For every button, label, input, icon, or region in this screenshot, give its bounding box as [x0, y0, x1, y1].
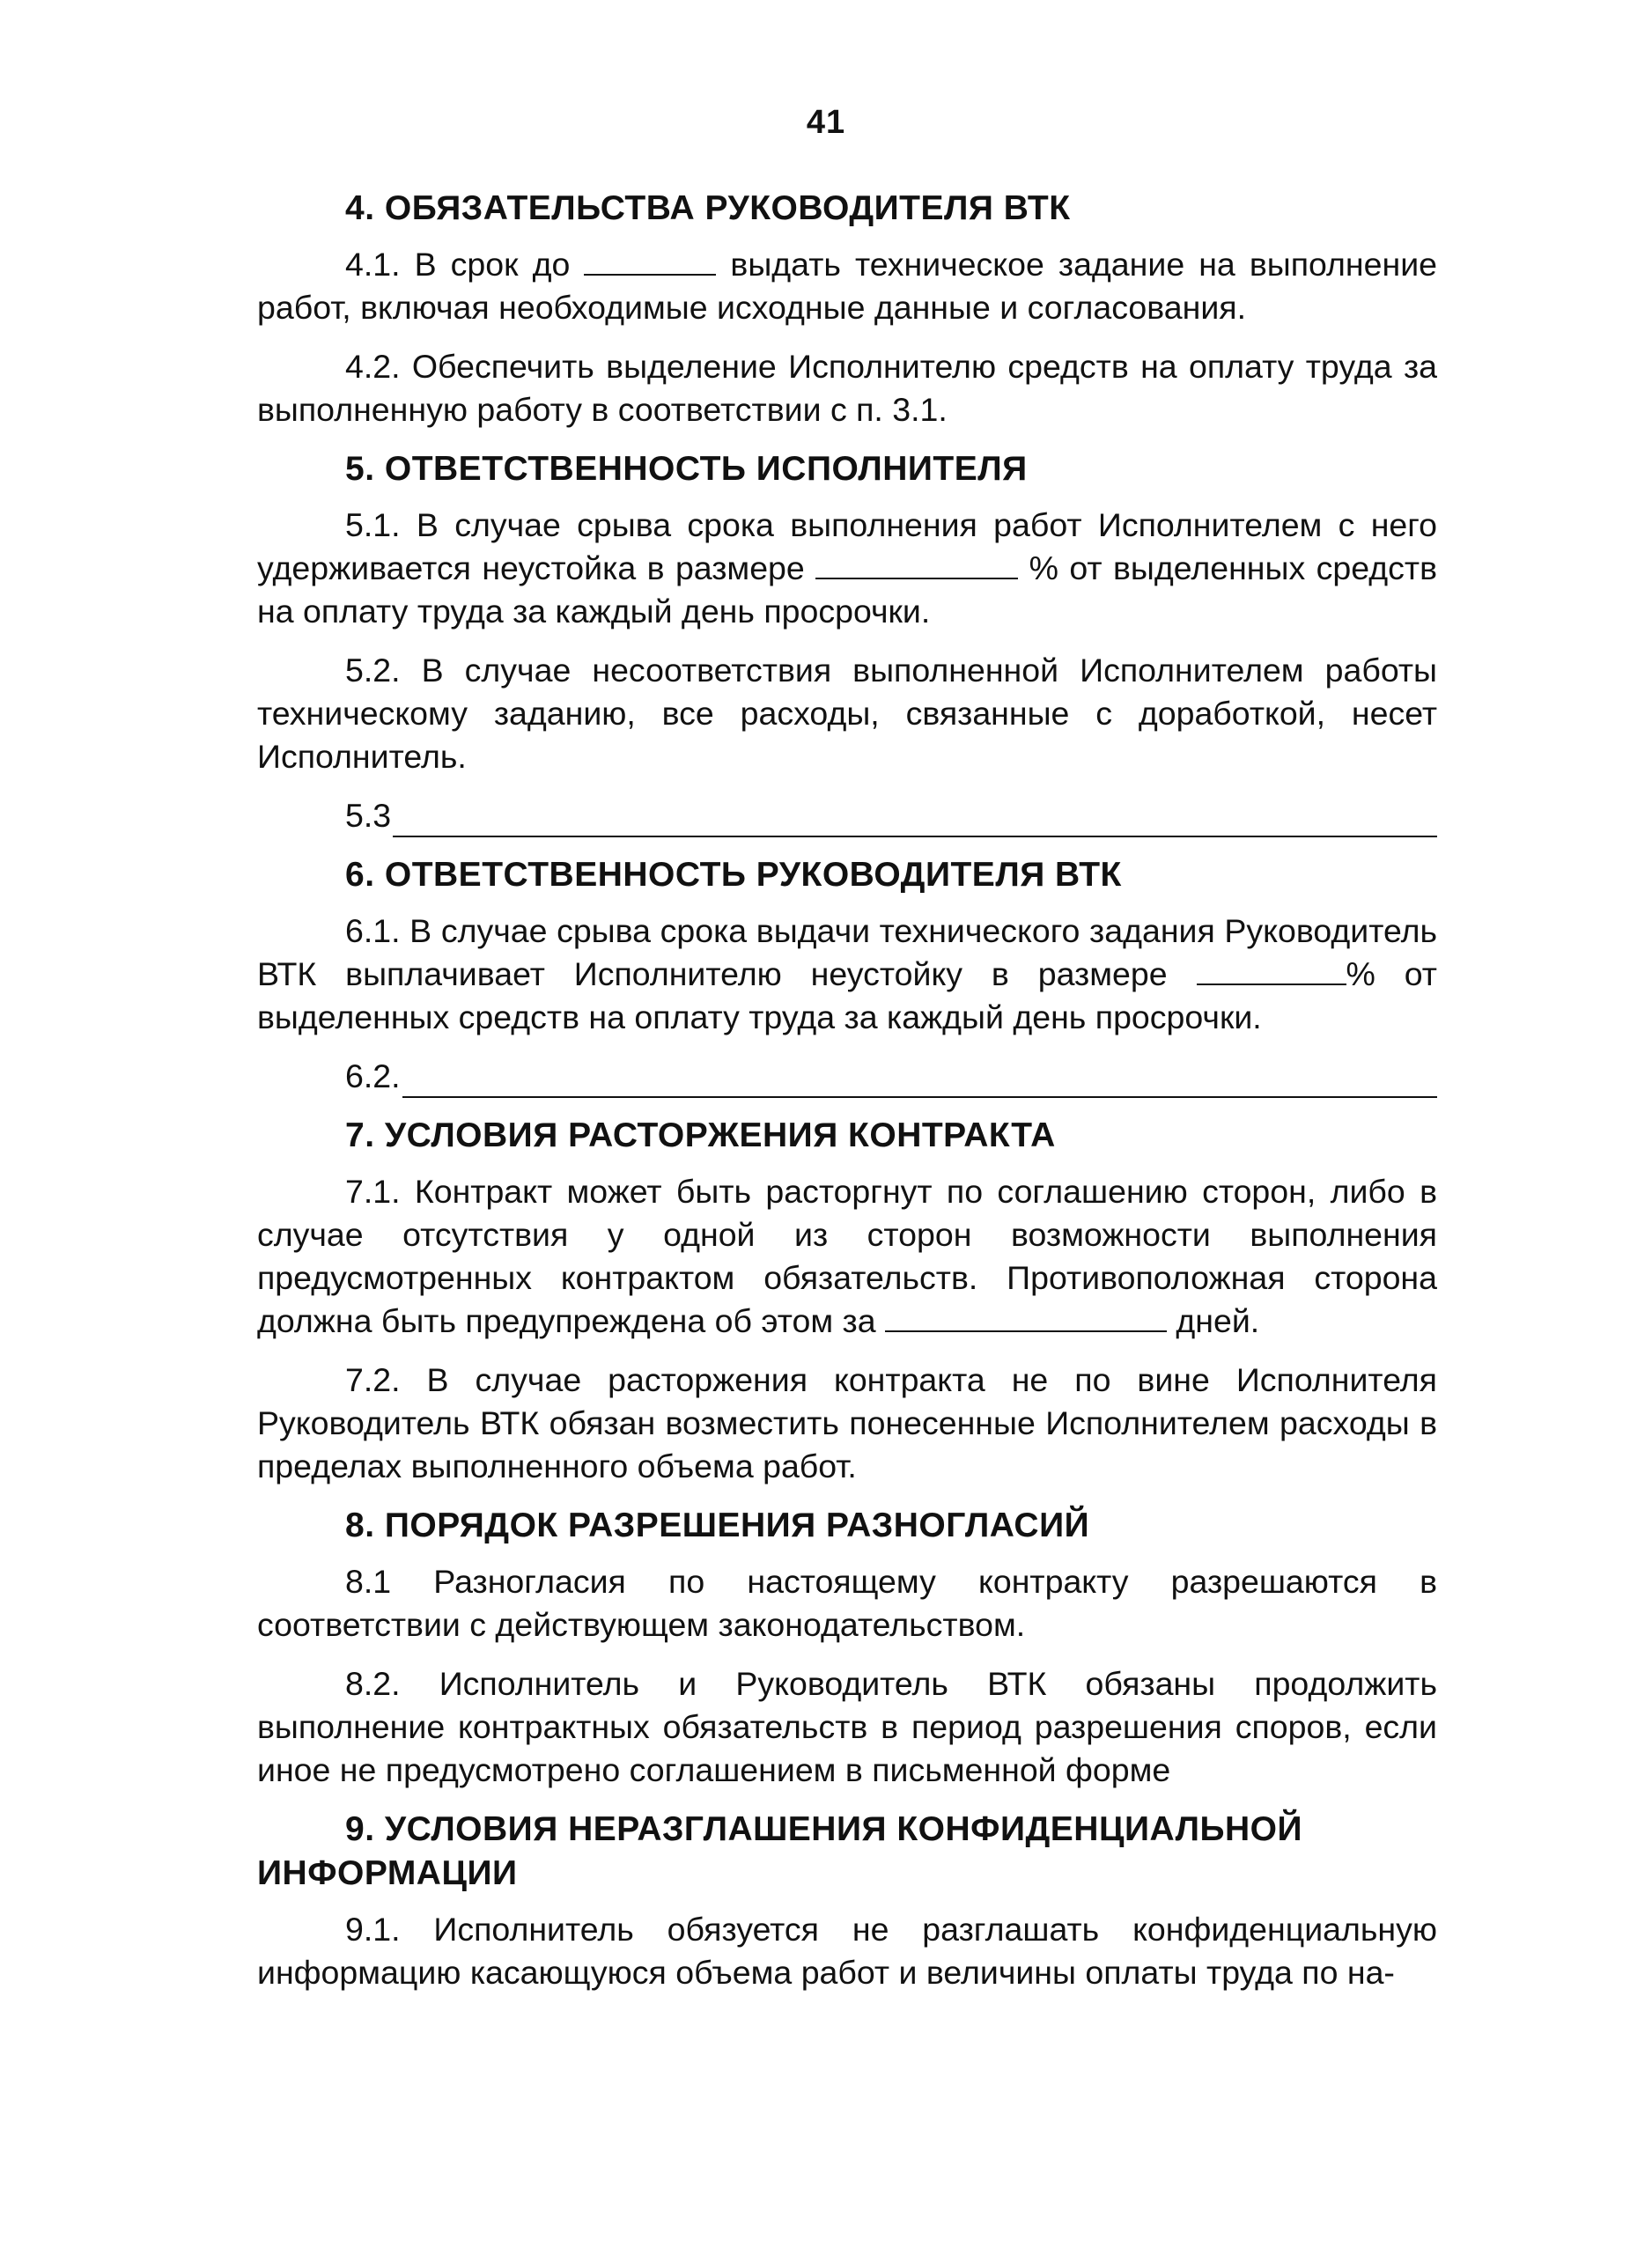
clause-7-1-text-end: дней.: [1167, 1302, 1260, 1339]
blank-line: [815, 551, 1018, 579]
clause-4-1-text-start: 4.1. В срок до: [345, 246, 585, 283]
clause-4-1-text-end: выдать техническое задание на выполнение работ, включая необходимые исходные данные и согласования.: [257, 246, 1437, 326]
section-7-heading: 7. УСЛОВИЯ РАСТОРЖЕНИЯ КОНТРАКТА: [345, 1116, 1056, 1154]
clause-5-2: 5.2. В случае несоответствия выполненной Исполнителем работы техническому заданию, все расходы, связанные с доработкой, несет Исполнитель.: [257, 652, 1437, 775]
page-number: 41: [806, 104, 846, 141]
section-9-heading: 9. УСЛОВИЯ НЕРАЗГЛАШЕНИЯ КОНФИДЕНЦИАЛЬНОЙ ИНФОРМАЦИИ: [257, 1810, 1303, 1892]
clause-5-1: [257, 504, 1437, 633]
section-6-heading: 6. ОТВЕТСТВЕННОСТЬ РУКОВОДИТЕЛЯ ВТК: [345, 856, 1122, 894]
clause-5-1-text-end: % от выделенных средств на оплату труда за каждый день просрочки.: [257, 549, 1437, 630]
clause-5-3: [257, 794, 1437, 837]
clause-4-2: 4.2. Обеспечить выделение Исполнителю средств на оплату труда за выполненную работу в соответствии с п. 3.1.: [257, 348, 1437, 428]
clause-8-1: 8.1 Разногласия по настоящему контракту разрешаются в соответствии с действующем законодательством.: [257, 1563, 1437, 1643]
clause-5-1-text-start: 5.1. В случае срыва срока выполнения работ Исполнителем с него удерживается неустойка в размере: [257, 506, 1437, 586]
clause-7-1-text-start: 7.1. Контракт может быть расторгнут по соглашению сторон, либо в случае отсутствия у одной из сторон возможности выполнения предусмотренных контрактом обязательств. Противоположная сторона должна быть предупреждена об этом за: [257, 1173, 1437, 1339]
blank-line: [885, 1304, 1167, 1332]
clause-7-1: [257, 1170, 1437, 1343]
clause-6-2: [257, 1055, 1437, 1098]
section-8-heading: 8. ПОРЯДОК РАЗРЕШЕНИЯ РАЗНОГЛАСИЙ: [345, 1507, 1090, 1544]
blank-line: [402, 1066, 1437, 1098]
clause-6-2-label: 6.2.: [345, 1057, 401, 1094]
clause-5-3-label: 5.3: [345, 797, 392, 834]
clause-6-1-text-end: % от выделенных средств на оплату труда за каждый день просрочки.: [257, 955, 1437, 1035]
blank-line: [584, 247, 716, 276]
blank-line: [393, 806, 1437, 837]
section-4-heading: 4. ОБЯЗАТЕЛЬСТВА РУКОВОДИТЕЛЯ ВТК: [345, 189, 1071, 227]
clause-7-2: 7.2. В случае расторжения контракта не по вине Исполнителя Руководитель ВТК обязан возместить понесенные Исполнителем расходы в пределах выполненного объема работ.: [257, 1361, 1437, 1484]
clause-9-1: 9.1. Исполнитель обязуется не разглашать конфиденциальную информацию касающуюся объема работ и величины оплаты труда по на-: [257, 1911, 1437, 1991]
clause-6-1: [257, 910, 1437, 1039]
clause-6-1-text-start: 6.1. В случае срыва срока выдачи технического задания Руководитель ВТК выплачивает Исполнителю неустойку в размере: [257, 912, 1437, 992]
document-body: [257, 187, 1437, 2010]
clause-4-1: [257, 243, 1437, 329]
blank-line: [1197, 957, 1346, 985]
clause-8-2: 8.2. Исполнитель и Руководитель ВТК обязаны продолжить выполнение контрактных обязательств в период разрешения споров, если иное не предусмотрено соглашением в письменной форме: [257, 1665, 1437, 1788]
section-5-heading: 5. ОТВЕТСТВЕННОСТЬ ИСПОЛНИТЕЛЯ: [345, 450, 1028, 488]
